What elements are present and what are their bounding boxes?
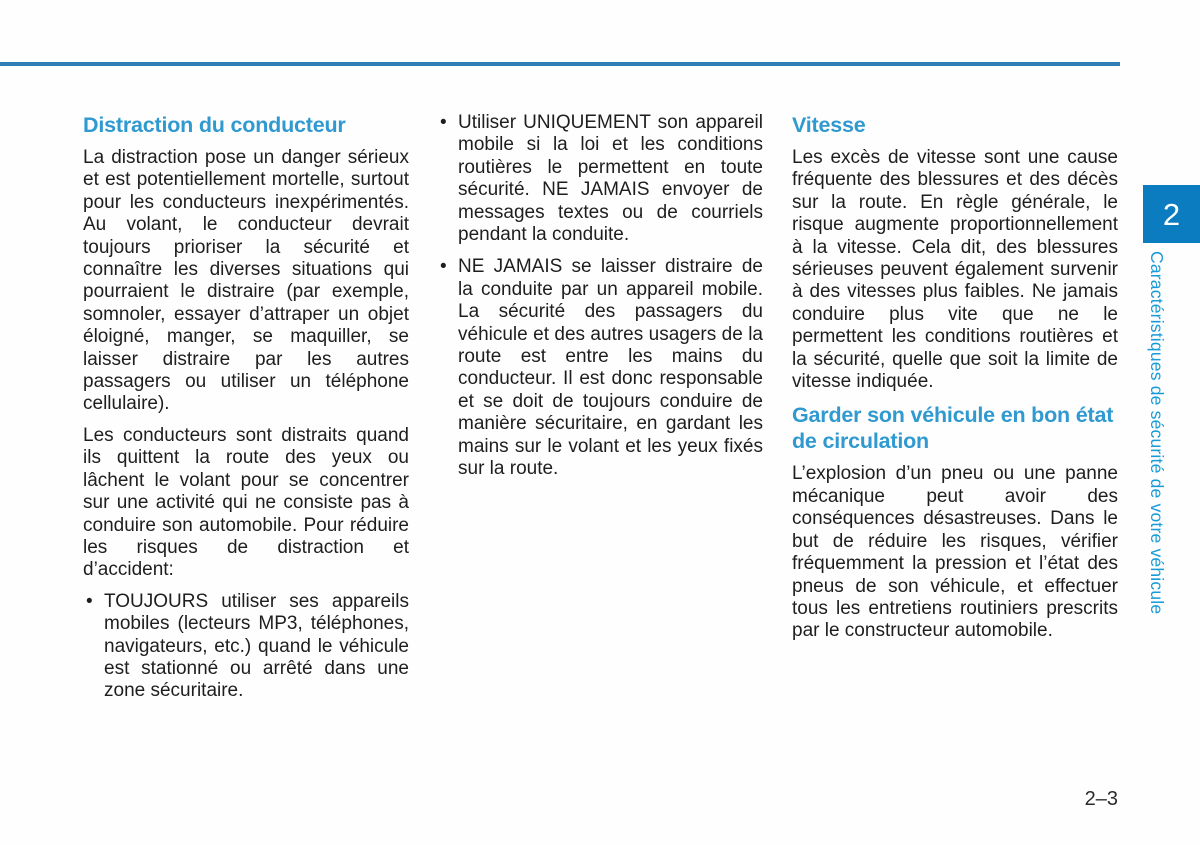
chapter-title-vertical: Caractéristiques de sécurité de votre véhicule <box>1147 251 1167 615</box>
paragraph: L’explosion d’un pneu ou une panne mécanique peut avoir des conséquences désastreuses. Dans le but de réduire les risques, vérifier fréquemment la pression et l’état des pneus de son véhicule, et effectuer tous les entretiens routiniers prescrits par le constructeur automobile. <box>792 463 1118 642</box>
paragraph: La distraction pose un danger sérieux et est potentiellement mortelle, surtout pour les conducteurs inexpérimentés. Au volant, le conducteur devrait toujours prioriser la sécurité et connaître les diverses situations qui pourraient le distraire (par exemple, somnoler, essayer d’attraper un objet éloigné, manger, se maquiller, se laisser distraire par les autres passagers ou utiliser un téléphone cellulaire). <box>83 147 409 415</box>
bullet-icon: • <box>86 590 93 612</box>
bullet-icon: • <box>440 256 447 278</box>
bullet-item <box>437 112 763 246</box>
paragraph: Les excès de vitesse sont une cause fréquente des blessures et des décès sur la route. En règle générale, le risque augmente proportionnellement à la vitesse. Cela dit, des blessures sérieuses peuvent également survenir à des vitesses plus faibles. Ne jamais conduire plus vite que ne le permettent les conditions routières et la sécurité, quelle que soit la limite de vitesse indiquée. <box>792 147 1118 393</box>
section-heading-driver-distraction: Distraction du conducteur <box>83 113 346 137</box>
page-number: 2–3 <box>1084 788 1118 810</box>
bullet-item <box>83 591 409 703</box>
chapter-number: 2 <box>1162 196 1181 232</box>
paragraph: Les conducteurs sont distraits quand ils quittent la route des yeux ou lâchent le volant pour se concentrer sur une activité qui ne consiste pas à conduire son automobile. Pour réduire les risques de distraction et d’accident: <box>83 424 409 581</box>
bullet-text: NE JAMAIS se laisser distraire de la conduite par un appareil mobile. La sécurité des passagers du véhicule et des autres usagers de la route est entre les mains du conducteur. Il est donc responsable et se doit de toujours conduire de manière sécuritaire, en gardant les mains sur le volant et les yeux fixés sur la route. <box>458 256 763 480</box>
column-right <box>792 112 1118 652</box>
chapter-tab <box>1143 185 1200 243</box>
section-heading-speed: Vitesse <box>792 113 866 137</box>
bullet-text: TOUJOURS utiliser ses appareils mobiles (lecteurs MP3, téléphones, navigateurs, etc.) quand le véhicule est stationné ou arrêté dans une zone sécuritaire. <box>104 590 409 702</box>
bullet-text: Utiliser UNIQUEMENT son appareil mobile si la loi et les conditions routières le permettent en toute sécurité. NE JAMAIS envoyer de messages textes ou de courriels pendant la conduite. <box>458 112 763 246</box>
header-rule <box>0 62 1120 66</box>
bullet-item <box>437 256 763 480</box>
column-middle <box>437 112 763 491</box>
column-left <box>83 112 409 713</box>
bullet-icon: • <box>440 112 447 133</box>
section-heading-vehicle-condition: Garder son véhicule en bon état de circulation <box>792 403 1114 454</box>
